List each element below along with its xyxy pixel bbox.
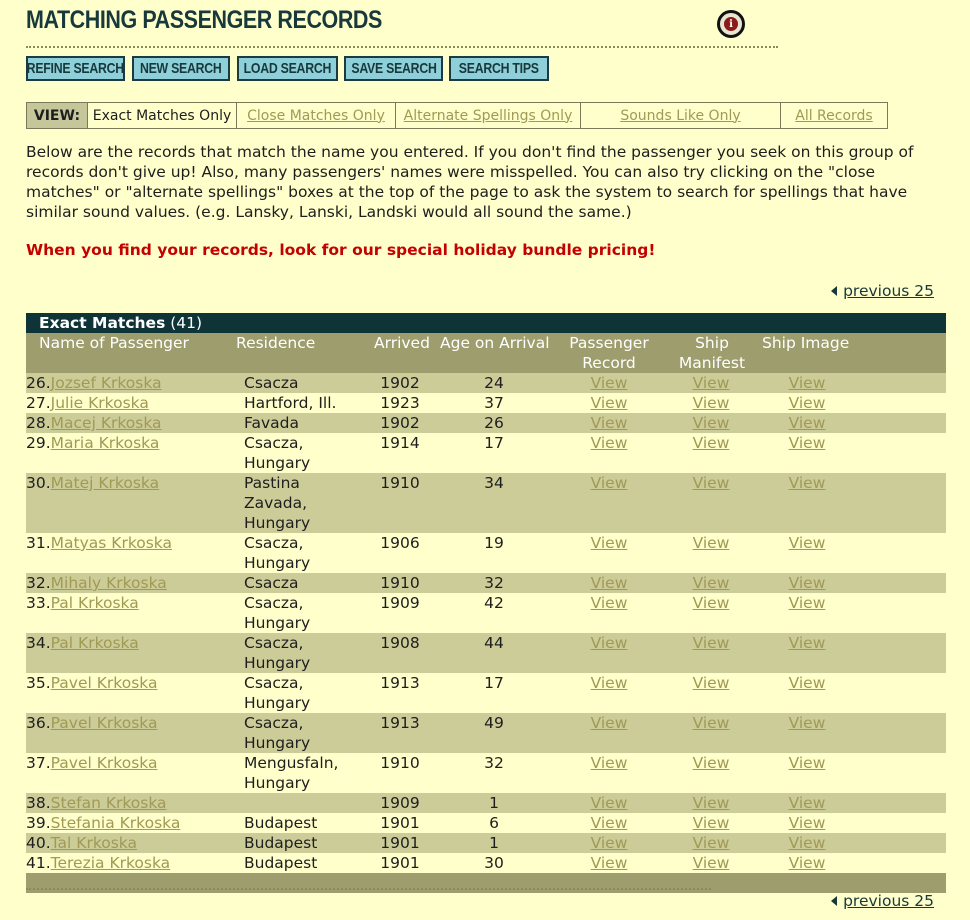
view-ship-manifest-link[interactable]: View <box>692 474 730 492</box>
table-row <box>26 533 946 573</box>
residence: Mengusfaln, Hungary <box>244 754 339 792</box>
passenger-name-link[interactable]: Jozsef Krkoska <box>50 374 162 392</box>
residence: Csacza <box>244 574 299 592</box>
table-footer <box>26 873 946 893</box>
passenger-name-link[interactable]: Macej Krkoska <box>50 414 162 432</box>
table-row <box>26 573 946 593</box>
arrived-year: 1909 <box>380 794 420 812</box>
view-ship-image-link[interactable]: View <box>788 394 826 412</box>
age-on-arrival: 24 <box>484 374 504 392</box>
divider <box>26 888 711 890</box>
left-arrow-icon <box>831 286 837 296</box>
view-label: VIEW: <box>27 103 88 128</box>
previous-page-link[interactable]: previous 25 <box>831 282 934 300</box>
residence: Csacza <box>244 374 299 392</box>
arrived-year: 1902 <box>380 414 420 432</box>
view-passenger-record-link[interactable]: View <box>590 474 628 492</box>
table-row <box>26 473 946 533</box>
row-number: 36.Pavel Krkoska <box>26 714 158 732</box>
arrived-year: 1910 <box>380 754 420 772</box>
row-number: 35.Pavel Krkoska <box>26 674 158 692</box>
header-ship-manifest: Ship Manifest <box>678 334 746 372</box>
passenger-name-link[interactable]: Pavel Krkoska <box>50 714 158 732</box>
view-ship-manifest-link[interactable]: View <box>692 834 730 852</box>
section-header <box>26 313 946 333</box>
table-row <box>26 593 946 633</box>
table-row <box>26 833 946 853</box>
column-headers <box>26 333 946 373</box>
passenger-name-link[interactable]: Stefan Krkoska <box>50 794 167 812</box>
passenger-name-link[interactable]: Stefania Krkoska <box>50 814 181 832</box>
view-ship-image-link[interactable]: View <box>788 414 826 432</box>
residence: Pastina Zavada, Hungary <box>244 474 311 532</box>
view-ship-image-link[interactable]: View <box>788 594 826 612</box>
row-number: 27.Julie Krkoska <box>26 394 149 412</box>
passenger-name-link[interactable]: Matyas Krkoska <box>50 534 172 552</box>
age-on-arrival: 17 <box>484 674 504 692</box>
row-number: 38.Stefan Krkoska <box>26 794 167 812</box>
view-passenger-record-link[interactable]: View <box>590 634 628 652</box>
arrived-year: 1908 <box>380 634 420 652</box>
left-arrow-icon <box>831 896 837 906</box>
view-passenger-record-link[interactable]: View <box>590 374 628 392</box>
tab-all-records[interactable]: All Records <box>795 107 873 124</box>
table-row <box>26 393 946 413</box>
table-row <box>26 713 946 753</box>
age-on-arrival: 32 <box>484 574 504 592</box>
header-ship-image: Ship Image <box>762 334 850 352</box>
age-on-arrival: 34 <box>484 474 504 492</box>
arrived-year: 1901 <box>380 834 420 852</box>
row-number: 39.Stefania Krkoska <box>26 814 181 832</box>
age-on-arrival: 44 <box>484 634 504 652</box>
arrived-year: 1914 <box>380 434 420 452</box>
arrived-year: 1923 <box>380 394 420 412</box>
residence: Csacza, Hungary <box>244 674 311 712</box>
passenger-name-link[interactable]: Tal Krkoska <box>50 834 138 852</box>
tab-exact-matches[interactable]: Exact Matches Only <box>88 103 237 128</box>
info-icon[interactable]: i <box>717 10 745 38</box>
view-ship-image-link[interactable]: View <box>788 634 826 652</box>
results-table <box>26 313 946 893</box>
residence: Budapest <box>244 854 318 872</box>
table-row <box>26 753 946 793</box>
residence: Csacza, Hungary <box>244 434 311 472</box>
passenger-name-link[interactable]: Terezia Krkoska <box>50 854 171 872</box>
arrived-year: 1901 <box>380 814 420 832</box>
row-number: 41.Terezia Krkoska <box>26 854 171 872</box>
row-number: 34.Pal Krkoska <box>26 634 139 652</box>
view-ship-manifest-link[interactable]: View <box>692 414 730 432</box>
view-ship-image-link[interactable]: View <box>788 814 826 832</box>
view-ship-image-link[interactable]: View <box>788 854 826 872</box>
arrived-year: 1910 <box>380 474 420 492</box>
view-ship-manifest-link[interactable]: View <box>692 534 730 552</box>
row-number: 33.Pal Krkoska <box>26 594 139 612</box>
residence: Csacza, Hungary <box>244 534 311 572</box>
refine-search-button[interactable]: REFINE SEARCH <box>26 56 125 81</box>
promo-text: When you find your records, look for our special holiday bundle pricing! <box>26 241 656 259</box>
view-ship-image-link[interactable]: View <box>788 374 826 392</box>
passenger-name-link[interactable]: Pal Krkoska <box>50 634 139 652</box>
age-on-arrival: 6 <box>489 814 499 832</box>
tab-alternate-spellings[interactable]: Alternate Spellings Only <box>396 103 581 128</box>
view-ship-manifest-link[interactable]: View <box>692 434 730 452</box>
previous-page-link-bottom[interactable]: previous 25 <box>831 892 934 910</box>
row-number: 26.Jozsef Krkoska <box>26 374 162 392</box>
view-ship-image-link[interactable]: View <box>788 574 826 592</box>
arrived-year: 1913 <box>380 714 420 732</box>
table-row <box>26 433 946 473</box>
header-name: Name of Passenger <box>39 334 189 352</box>
age-on-arrival: 19 <box>484 534 504 552</box>
passenger-name-link[interactable]: Mihaly Krkoska <box>50 574 167 592</box>
section-title: Exact Matches <box>39 314 166 332</box>
residence: Favada <box>244 414 299 432</box>
table-row <box>26 813 946 833</box>
view-passenger-record-link[interactable]: View <box>590 414 628 432</box>
table-row <box>26 853 946 873</box>
residence: Csacza, Hungary <box>244 594 311 632</box>
view-ship-manifest-link[interactable]: View <box>692 374 730 392</box>
age-on-arrival: 37 <box>484 394 504 412</box>
row-number: 28.Macej Krkoska <box>26 414 162 432</box>
table-row <box>26 673 946 713</box>
passenger-name-link[interactable]: Pavel Krkoska <box>50 754 158 772</box>
header-age: Age on Arrival <box>440 334 550 352</box>
view-passenger-record-link[interactable]: View <box>590 814 628 832</box>
search-tips-button[interactable]: SEARCH TIPS <box>449 56 549 81</box>
arrived-year: 1909 <box>380 594 420 612</box>
residence: Csacza, Hungary <box>244 634 311 672</box>
residence: Csacza, Hungary <box>244 714 311 752</box>
row-number: 40.Tal Krkoska <box>26 834 138 852</box>
arrived-year: 1913 <box>380 674 420 692</box>
age-on-arrival: 17 <box>484 434 504 452</box>
save-search-button[interactable]: SAVE SEARCH <box>344 56 443 81</box>
row-number: 29.Maria Krkoska <box>26 434 160 452</box>
arrived-year: 1902 <box>380 374 420 392</box>
view-passenger-record-link[interactable]: View <box>590 394 628 412</box>
arrived-year: 1910 <box>380 574 420 592</box>
view-ship-image-link[interactable]: View <box>788 834 826 852</box>
age-on-arrival: 26 <box>484 414 504 432</box>
table-row <box>26 373 946 393</box>
view-ship-image-link[interactable]: View <box>788 754 826 772</box>
arrived-year: 1901 <box>380 854 420 872</box>
passenger-name-link[interactable]: Julie Krkoska <box>50 394 149 412</box>
header-residence: Residence <box>236 334 316 352</box>
table-row <box>26 633 946 673</box>
view-ship-image-link[interactable]: View <box>788 714 826 732</box>
age-on-arrival: 1 <box>489 794 499 812</box>
residence: Budapest <box>244 834 318 852</box>
passenger-name-link[interactable]: Pal Krkoska <box>50 594 139 612</box>
passenger-name-link[interactable]: Maria Krkoska <box>50 434 160 452</box>
residence: Hartford, Ill. <box>244 394 337 412</box>
view-ship-image-link[interactable]: View <box>788 794 826 812</box>
view-ship-manifest-link[interactable]: View <box>692 794 730 812</box>
table-row <box>26 793 946 813</box>
passenger-name-link[interactable]: Pavel Krkoska <box>50 674 158 692</box>
new-search-button[interactable]: NEW SEARCH <box>132 56 230 81</box>
intro-text: Below are the records that match the name you entered. If you don't find the passenger you seek on this group of records don't give up! Also, many passengers' names were misspelled. You can also try clicking on the "close matches" or "alternate spellings" boxes at the top of the page to ask the system to search for spellings that have similar sound values. (e.g. Lansky, Lanski, Landski would all sound the same.) <box>26 143 914 221</box>
age-on-arrival: 30 <box>484 854 504 872</box>
view-ship-image-link[interactable]: View <box>788 434 826 452</box>
view-passenger-record-link[interactable]: View <box>590 534 628 552</box>
tab-sounds-like[interactable]: Sounds Like Only <box>581 103 781 128</box>
view-ship-image-link[interactable]: View <box>788 534 826 552</box>
view-passenger-record-link[interactable]: View <box>590 714 628 732</box>
load-search-button[interactable]: LOAD SEARCH <box>237 56 338 81</box>
age-on-arrival: 49 <box>484 714 504 732</box>
view-passenger-record-link[interactable]: View <box>590 594 628 612</box>
view-passenger-record-link[interactable]: View <box>590 854 628 872</box>
row-number: 30.Matej Krkoska <box>26 474 160 492</box>
table-row <box>26 413 946 433</box>
view-ship-manifest-link[interactable]: View <box>692 854 730 872</box>
age-on-arrival: 32 <box>484 754 504 772</box>
passenger-name-link[interactable]: Matej Krkoska <box>50 474 160 492</box>
view-ship-manifest-link[interactable]: View <box>692 714 730 732</box>
age-on-arrival: 42 <box>484 594 504 612</box>
view-passenger-record-link[interactable]: View <box>590 574 628 592</box>
view-ship-image-link[interactable]: View <box>788 674 826 692</box>
divider <box>26 46 778 48</box>
view-passenger-record-link[interactable]: View <box>590 754 628 772</box>
view-filter-bar <box>26 102 888 129</box>
page-title: MATCHING PASSENGER RECORDS <box>26 6 382 34</box>
header-arrived: Arrived <box>374 334 430 352</box>
row-number: 32.Mihaly Krkoska <box>26 574 167 592</box>
view-passenger-record-link[interactable]: View <box>590 434 628 452</box>
view-ship-manifest-link[interactable]: View <box>692 754 730 772</box>
view-passenger-record-link[interactable]: View <box>590 674 628 692</box>
view-ship-manifest-link[interactable]: View <box>692 674 730 692</box>
view-ship-manifest-link[interactable]: View <box>692 814 730 832</box>
row-number: 31.Matyas Krkoska <box>26 534 172 552</box>
view-passenger-record-link[interactable]: View <box>590 834 628 852</box>
header-passenger-record: Passenger Record <box>569 334 649 372</box>
view-ship-manifest-link[interactable]: View <box>692 574 730 592</box>
view-ship-manifest-link[interactable]: View <box>692 594 730 612</box>
tab-close-matches[interactable]: Close Matches Only <box>237 103 396 128</box>
age-on-arrival: 1 <box>489 834 499 852</box>
view-ship-manifest-link[interactable]: View <box>692 634 730 652</box>
view-ship-image-link[interactable]: View <box>788 474 826 492</box>
section-count: (41) <box>170 314 203 332</box>
table-body <box>26 373 946 873</box>
residence: Budapest <box>244 814 318 832</box>
view-ship-manifest-link[interactable]: View <box>692 394 730 412</box>
view-passenger-record-link[interactable]: View <box>590 794 628 812</box>
arrived-year: 1906 <box>380 534 420 552</box>
row-number: 37.Pavel Krkoska <box>26 754 158 772</box>
